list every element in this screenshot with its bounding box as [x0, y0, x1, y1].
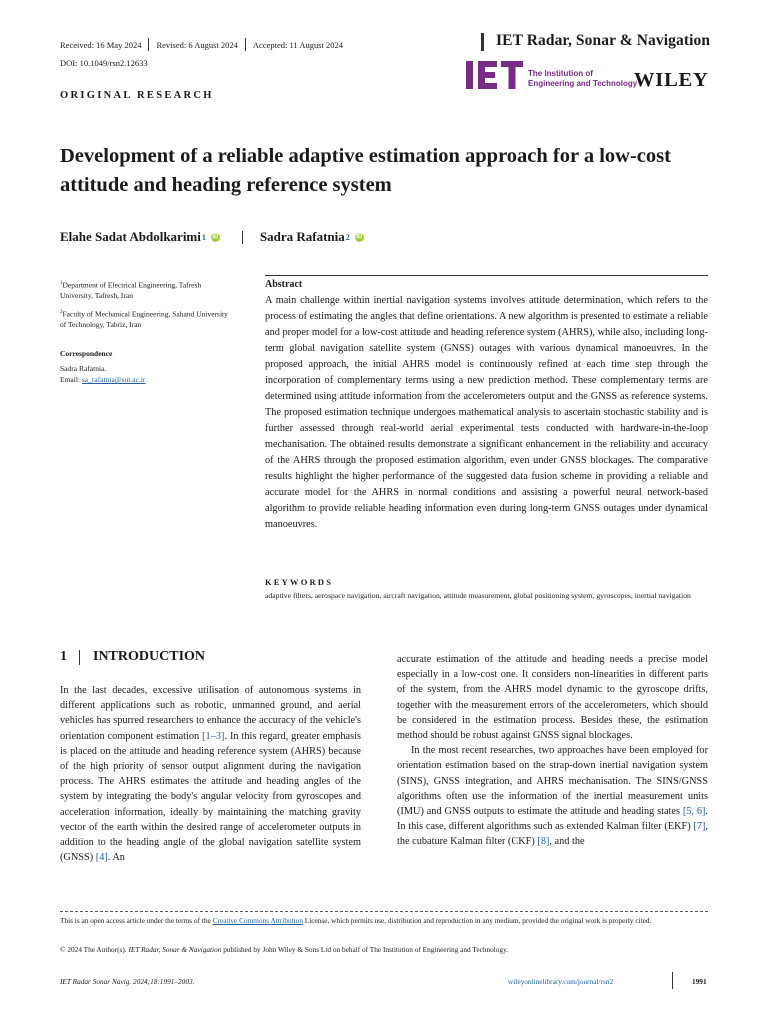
copyright-notice	[60, 945, 708, 954]
body-paragraph	[397, 652, 708, 743]
affiliation	[60, 279, 235, 302]
paragraph-text: accurate estimation of the attitude and heading needs a precise model especially in a low-cost one. It considers non-linearities in different parts of the system, from the AHRS model dynamic to the gyroscope drifts, together with the measurement errors of the accelerometers, which should be considered in the estimation process. Besides these, the estimation method should be robust against GNSS signal blockages.	[397, 654, 708, 742]
license-text: License, which permits use, distribution and reproduction in any medium, provided the original work is properly cited.	[302, 916, 652, 925]
iet-name	[528, 69, 637, 88]
doi: DOI: 10.1049/rsn2.12633	[60, 58, 148, 68]
body-paragraph	[60, 683, 361, 865]
revised-date: Revised: 6 August 2024	[156, 39, 238, 50]
body-column-left	[60, 683, 361, 865]
email-label: Email:	[60, 375, 82, 384]
iet-logo	[466, 60, 524, 90]
correspondence-name: Sadra Rafatnia.	[60, 364, 107, 373]
article-type: ORIGINAL RESEARCH	[60, 90, 214, 101]
journal-divider	[481, 33, 484, 51]
affiliation-number: 2	[60, 310, 63, 315]
paragraph-text: . In this case, different algorithms such as extended Kalman filter (EKF)	[397, 806, 708, 833]
citation-line	[60, 977, 194, 986]
author-name[interactable]: Sadra Rafatnia	[259, 229, 345, 244]
copyright-journal: IET Radar, Sonar & Navigation	[128, 945, 222, 954]
page-number: 1991	[692, 977, 707, 986]
paragraph-text: . In this regard, greater emphasis is placed on the attitude and heading reference system (AHRS) because of the high priority of sensor output alignment during the navigation process. The AHRS estimates the attitude and heading angles of the system by integrating the body's angular velocity from gyroscopes and acceleration information, ideally by maintaining the matching gravity vector of the earth within the desired range of accelerometer outputs in addition to the heading angle of the global navigation satellite system (GNSS)	[60, 730, 362, 864]
open-access-notice	[60, 916, 708, 927]
orcid-icon[interactable]: iD	[356, 233, 363, 240]
article-dates	[60, 38, 343, 51]
paragraph-text: In the last decades, excessive utilisation of autonomous systems in different applications such as robotic, unmanned ground, and aerial vehicles has spurred researchers to enhance the accuracy of the vehicle's orientation component estimation	[60, 685, 361, 742]
footer-divider	[672, 972, 673, 989]
citation-link[interactable]: [4]	[95, 852, 108, 864]
affiliation-number: 1	[60, 281, 63, 286]
divider	[79, 650, 80, 665]
affiliation	[60, 308, 235, 331]
section-heading	[60, 649, 205, 665]
keywords-text: adaptive filters, aerospace navigation, aircraft navigation, attitude measurement, global positioning system, gyroscopes, inertial navigation	[265, 591, 691, 600]
paragraph-text: , the cubature Kalman filter (CKF)	[397, 821, 708, 848]
divider	[245, 38, 246, 51]
affiliation-text: Department of Electrical Engineering, Tafresh University, Tafresh, Iran	[60, 280, 202, 300]
author-name[interactable]: Elahe Sadat Abdolkarimi	[60, 229, 201, 244]
orcid-icon[interactable]: iD	[212, 233, 219, 240]
publisher-logo: WILEY	[634, 69, 709, 91]
author-list	[60, 229, 364, 245]
divider	[148, 38, 149, 51]
license-text: This is an open access article under the terms of the	[60, 916, 213, 925]
iet-name-line2: Engineering and Technology	[528, 78, 638, 88]
affiliation-marker[interactable]: 2	[345, 232, 350, 242]
correspondence-email	[60, 375, 145, 384]
copyright-text: © 2024 The Author(s).	[60, 945, 129, 954]
accepted-date: Accepted: 11 August 2024	[252, 39, 344, 50]
section-title: INTRODUCTION	[93, 649, 206, 664]
citation-link[interactable]: [1–3]	[202, 730, 225, 742]
body-paragraph	[397, 743, 708, 849]
affiliation-text: Faculty of Mechanical Engineering, Sahand University of Technology, Tabriz, Iran	[60, 309, 228, 329]
citation: IET Radar Sonar Navig. 2024;18:1991–2003.	[60, 977, 195, 986]
iet-name-line1: The Institution of	[528, 69, 593, 78]
abstract-heading: Abstract	[265, 279, 303, 290]
citation-link[interactable]: [7]	[693, 821, 706, 833]
citation-link[interactable]: [8]	[537, 836, 550, 848]
license-link[interactable]: Creative Commons Attribution	[212, 916, 303, 925]
divider	[242, 231, 243, 244]
email-link[interactable]: sa_rafatnia@sut.ac.ir	[81, 375, 146, 384]
copyright-text: published by John Wiley & Sons Ltd on behalf of The Institution of Engineering and Technology.	[221, 945, 509, 954]
received-date: Received: 16 May 2024	[60, 39, 142, 50]
footer-rule	[60, 911, 708, 912]
citation-link[interactable]: [5, 6]	[682, 806, 706, 818]
journal-title: IET Radar, Sonar & Navigation	[496, 32, 711, 49]
paragraph-text: . An	[107, 852, 125, 864]
paragraph-text: , and the	[549, 836, 585, 848]
journal-url[interactable]: wileyonlinelibrary.com/journal/rsn2	[508, 977, 614, 986]
abstract-rule	[265, 275, 708, 276]
affiliation-marker[interactable]: 1	[201, 232, 206, 242]
section-number: 1	[60, 649, 67, 664]
article-title: Development of a reliable adaptive estimation approach for a low-cost attitude and heading reference system	[60, 145, 671, 196]
abstract-text: A main challenge within inertial navigation systems involves attitude determination, which refers to the process of estimating the angles that define orientations. A new algorithm is presented to estimate a reliable and proper model for a low-cost attitude and heading reference system (AHRS), while also, including long-term global navigation satellite system (GNSS) outages with various dynamical manoeuvres. In the proposed approach, the initial AHRS model is continuously refined at each time step through the incorporation of complementary terms using a new prediction method. These complementary terms are determined using attitude information from the accelerometers output and the GNSS as reference systems. The proposed estimation technique undergoes mathematical analysis to ascertain stochastic stability and is further assessed through real-world aerial experimental tests conducted with hardware-in-the-loop mechanisation. The obtained results demonstrate a significant enhancement in the reliability and accuracy of the AHRS through the proposed estimation algorithm, even under GNSS blockages. The comparative results highlight the higher performance of the suggested data fusion scheme in providing a reliable and accurate model for the AHRS in normal conditions and assisting a powerful neural network-based algorithm to provide reliable heading information even during long-term GNSS outages under dynamical manoeuvres.	[265, 295, 708, 530]
body-column-right	[397, 652, 708, 850]
correspondence-heading: Correspondence	[60, 349, 113, 358]
keywords-heading: KEYWORDS	[265, 577, 334, 587]
paragraph-text: In the most recent researches, two approaches have been employed for orientation estimation based on the strap-down inertial navigation system (SINS), GNSS integration, and AHRS mechanisation. The SINS/GNSS algorithms often use the information of the inertial measurement units (IMU) and GNSS outputs to estimate the attitude and heading states	[397, 745, 708, 818]
